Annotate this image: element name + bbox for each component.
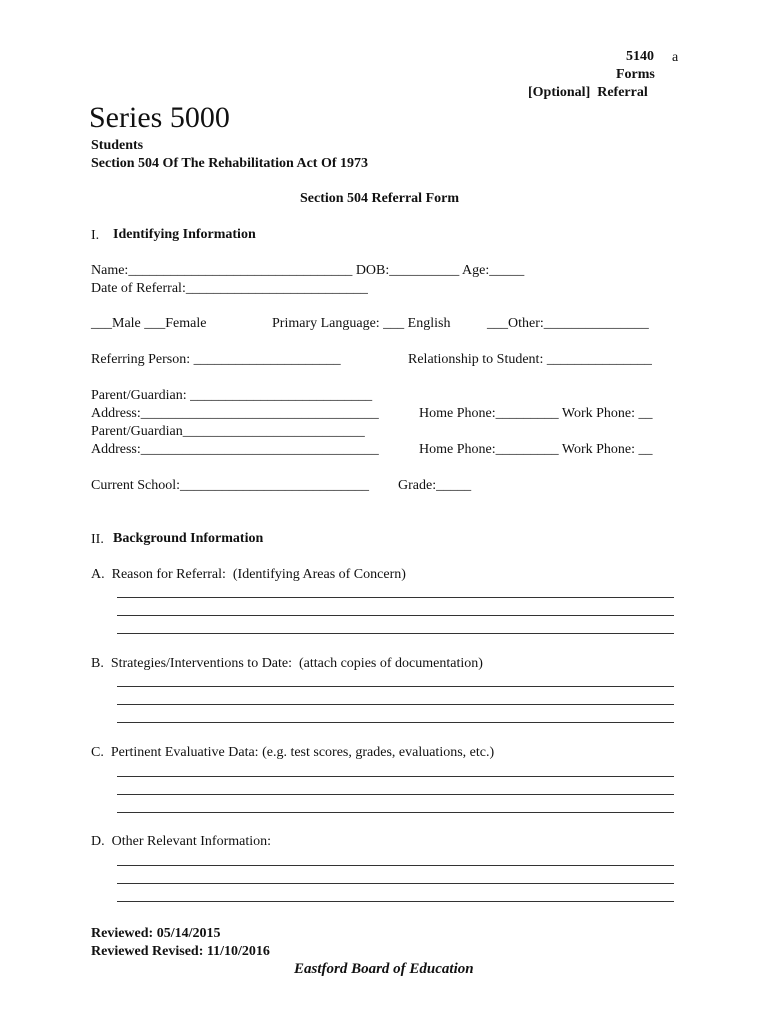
revised-date: Reviewed Revised: 11/10/2016 — [91, 944, 270, 959]
name-dob-age-field[interactable]: Name:________________________________ DOB:__________ Age:_____ — [91, 263, 525, 278]
item-a-line-3[interactable] — [117, 633, 674, 634]
item-d-line-3[interactable] — [117, 901, 674, 902]
series-title: Series 5000 — [89, 101, 230, 134]
item-c-line-2[interactable] — [117, 794, 674, 795]
referring-person-field[interactable]: Referring Person: _____________________ — [91, 352, 341, 367]
item-b-line-2[interactable] — [117, 704, 674, 705]
item-a-line-2[interactable] — [117, 615, 674, 616]
item-d-line-2[interactable] — [117, 883, 674, 884]
item-b-line-3[interactable] — [117, 722, 674, 723]
gender-field[interactable]: ___Male ___Female — [91, 316, 207, 331]
primary-language-field[interactable]: Primary Language: ___ English — [272, 316, 451, 331]
item-d-label: D. Other Relevant Information: — [91, 834, 272, 849]
form-title: Section 504 Referral Form — [300, 191, 459, 206]
address1-field[interactable]: Address:__________________________________ — [91, 406, 379, 421]
section1-numeral: I. — [91, 228, 100, 243]
current-school-field[interactable]: Current School:___________________________ — [91, 478, 370, 493]
item-b-label: B. Strategies/Interventions to Date: (attach copies of documentation) — [91, 656, 483, 671]
section1-heading: Identifying Information — [113, 227, 256, 242]
board-name: Eastford Board of Education — [294, 961, 474, 977]
item-a-line-1[interactable] — [117, 597, 674, 598]
subtitle-section: Section 504 Of The Rehabilitation Act Of 1973 — [91, 156, 369, 171]
subtitle-students: Students — [91, 138, 144, 153]
other-language-field[interactable]: ___Other:_______________ — [487, 316, 649, 331]
section2-heading: Background Information — [113, 531, 264, 546]
relationship-field[interactable]: Relationship to Student: _______________ — [408, 352, 652, 367]
item-c-line-3[interactable] — [117, 812, 674, 813]
item-c-label: C. Pertinent Evaluative Data: (e.g. test scores, grades, evaluations, etc.) — [91, 745, 495, 760]
policy-code-suffix: a — [672, 50, 679, 65]
item-b-line-1[interactable] — [117, 686, 674, 687]
guardian1-field[interactable]: Parent/Guardian: __________________________ — [91, 388, 373, 403]
item-d-line-1[interactable] — [117, 865, 674, 866]
date-of-referral-field[interactable]: Date of Referral:__________________________ — [91, 281, 368, 296]
item-a-label: A. Reason for Referral: (Identifying Areas of Concern) — [91, 567, 406, 582]
grade-field[interactable]: Grade:_____ — [398, 478, 472, 493]
guardian2-field[interactable]: Parent/Guardian__________________________ — [91, 424, 365, 439]
policy-code: 5140 — [626, 49, 654, 64]
phone1-field[interactable]: Home Phone:_________ Work Phone: __ — [419, 406, 653, 421]
phone2-field[interactable]: Home Phone:_________ Work Phone: __ — [419, 442, 653, 457]
forms-label: Forms — [616, 67, 655, 82]
item-c-line-1[interactable] — [117, 776, 674, 777]
section2-numeral: II. — [91, 532, 104, 547]
address2-field[interactable]: Address:__________________________________ — [91, 442, 379, 457]
optional-referral-label: [Optional] Referral — [528, 85, 648, 100]
reviewed-date: Reviewed: 05/14/2015 — [91, 926, 221, 941]
